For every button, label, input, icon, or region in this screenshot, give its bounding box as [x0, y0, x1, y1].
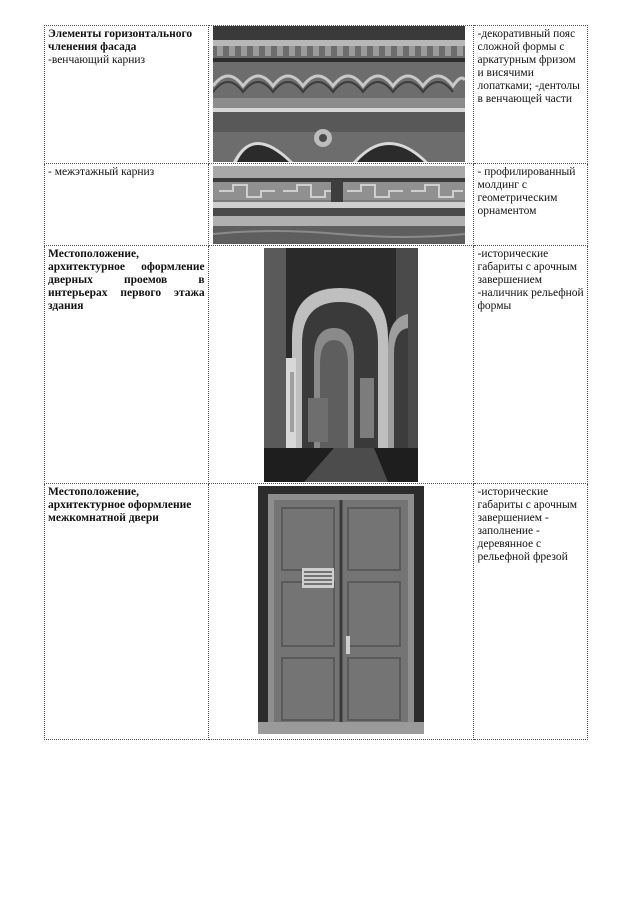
row-1-features: -декоративный пояс сложной формы с аркатурным фризом и висячими лопатками; -дентолы в венчающей части: [477, 28, 580, 105]
row-4-features-cell: [474, 484, 588, 740]
table-row: [45, 164, 588, 246]
row-3-photo-cell: [208, 246, 474, 484]
row-3-features: -исторические габариты с арочным завершением -наличник рельефной формы: [477, 248, 584, 312]
interior-door-photo: [258, 486, 424, 734]
cornice-interfloor-photo: [213, 166, 465, 244]
table-row: [45, 26, 588, 164]
row-1-photo-cell: [208, 26, 474, 164]
row-1-features-cell: [474, 26, 588, 164]
cornice-crowning-image: [213, 26, 465, 162]
row-3-description-cell: [45, 246, 209, 484]
row-3-features-cell: [474, 246, 588, 484]
row-2-features-cell: [474, 164, 588, 246]
row-4-description-cell: [45, 484, 209, 740]
arched-doorways-image: [264, 248, 418, 482]
row-1-item: -венчающий карниз: [48, 54, 146, 66]
row-4-heading: Местоположение, архитектурное оформление межкомнатной двери: [48, 486, 192, 524]
row-1-heading: Элементы горизонтального членения фасада: [48, 28, 193, 53]
row-2-description-cell: [45, 164, 209, 246]
arched-doorways-photo: [264, 248, 418, 482]
row-2-item: - межэтажный карниз: [48, 166, 155, 178]
cornice-interfloor-image: [213, 166, 465, 244]
interior-door-image: [258, 486, 424, 734]
row-3-heading: Местоположение, архитектурное оформление дверных проемов в интерьерах первого этажа здания: [48, 248, 205, 312]
row-2-features: - профилированный молдинг с геометрическим орнаментом: [477, 166, 576, 217]
table-row: [45, 246, 588, 484]
row-4-photo-cell: [208, 484, 474, 740]
architecture-elements-table: [44, 25, 588, 740]
row-1-description-cell: [45, 26, 209, 164]
table-row: [45, 484, 588, 740]
row-4-features: -исторические габариты с арочным завершением - заполнение - деревянное с рельефной фрезой: [477, 486, 578, 563]
cornice-crowning-photo: [213, 26, 465, 162]
row-2-photo-cell: [208, 164, 474, 246]
